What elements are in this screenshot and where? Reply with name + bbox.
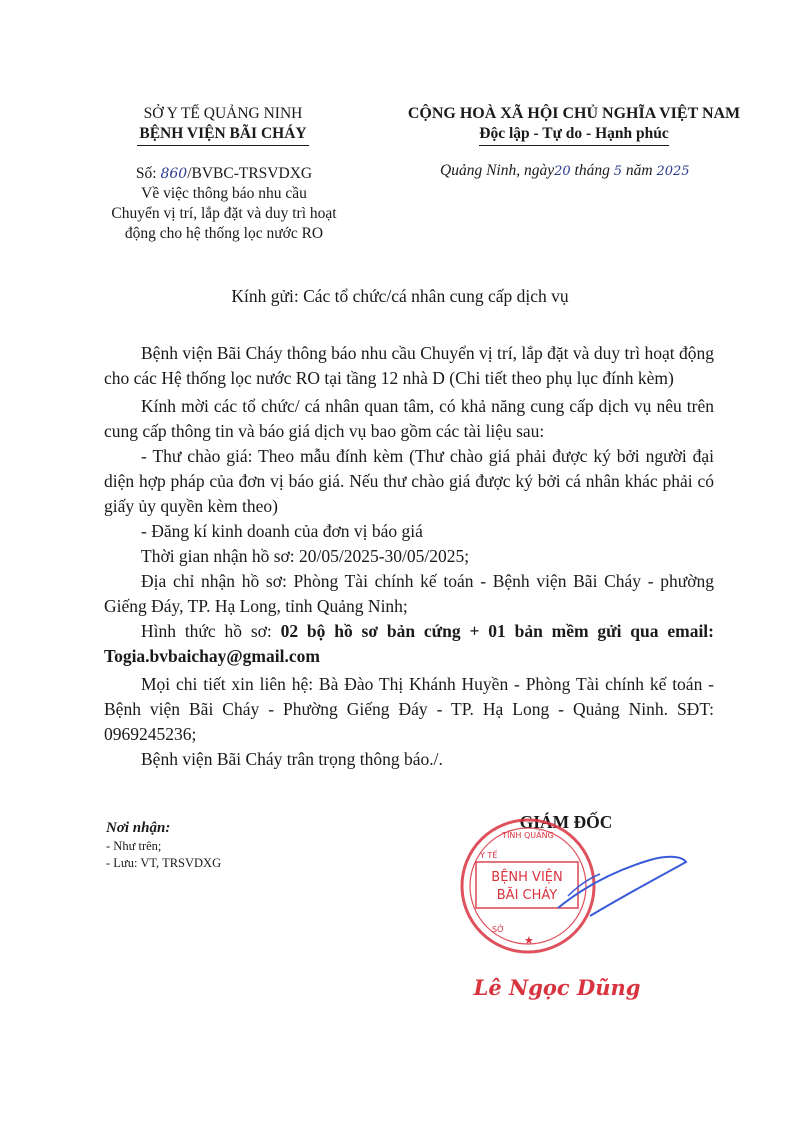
paragraph-9: Bệnh viện Bãi Cháy trân trọng thông báo./. [141,749,443,769]
recipient-item: - Lưu: VT, TRSVDXG [106,856,222,870]
signature-title: GIÁM ĐỐC [519,812,613,832]
motto: Độc lập - Tự do - Hạnh phúc [378,124,770,146]
document-number: Số: 860/BVBC-TRSVDXG [135,165,313,182]
date-year-handwritten: 2025 [656,164,690,179]
submission-format: 02 bộ hồ sơ bản cứng + 01 bản mềm gửi qua email: Togia.bvbaichay@gmail.com [104,621,714,666]
header-left [98,104,348,146]
recipients-title: Nơi nhận: [106,820,171,836]
header-right [378,104,770,146]
stamp-star-icon: ★ [524,935,534,947]
signatory-name: Lê Ngọc Dũng [473,975,641,1000]
hospital-name: BỆNH VIỆN BÃI CHÁY [98,124,348,146]
paragraph-8: Mọi chi tiết xin liên hệ: Bà Đào Thị Khánh Huyền - Phòng Tài chính kế toán - Bệnh viện Bãi Cháy - Phường Giếng Đáy - TP. Hạ Long - Quảng Ninh. SĐT: 0969245236; [104,674,714,744]
stamp-arc-top: TỈNH QUẢNG [502,831,554,840]
document-date: Quảng Ninh, ngày20 tháng 5 năm 2025 [440,162,690,179]
date-month-handwritten: 5 [613,164,622,179]
recipient-item: - Như trên; [106,839,162,853]
subject-line-2: Chuyển vị trí, lắp đặt và duy trì hoạt [111,205,337,222]
date-day-handwritten: 20 [554,164,571,179]
stamp-line-1: BỆNH VIỆN [491,870,563,885]
document-reference [88,164,360,244]
paragraph-3: - Thư chào giá: Theo mẫu đính kèm (Thư chào giá phải được ký bởi người đại diện hợp pháp của đơn vị báo giá. Nếu thư chào giá được ký bởi cá nhân khác phải có giấy ủy quyền kèm theo) [104,446,714,516]
stamp-arc-left: Y TẾ [480,851,498,860]
paragraph-7: Hình thức hồ sơ: 02 bộ hồ sơ bản cứng + 01 bản mềm gửi qua email: Togia.bvbaichay@gmail.com [104,621,714,666]
document-number-handwritten: 860 [160,166,188,182]
recipients [106,818,366,872]
nation-title: CỘNG HOÀ XÃ HỘI CHỦ NGHĨA VIỆT NAM [407,105,741,122]
addressee: Kính gửi: Các tổ chức/cá nhân cung cấp dịch vụ [231,286,569,306]
stamp-arc-bottom: SỞ [492,925,505,934]
department-name: SỞ Y TẾ QUẢNG NINH [143,105,303,122]
paragraph-1: Bệnh viện Bãi Cháy thông báo nhu cầu Chuyển vị trí, lắp đặt và duy trì hoạt động cho các Hệ thống lọc nước RO tại tầng 12 nhà D (Chi tiết theo phụ lục đính kèm) [104,343,714,388]
stamp-line-2: BÃI CHÁY [496,888,558,903]
official-stamp [440,800,700,960]
paragraph-2: Kính mời các tổ chức/ cá nhân quan tâm, có khả năng cung cấp dịch vụ nêu trên cung cấp thông tin và báo giá dịch vụ bao gồm các tài liệu sau: [104,396,714,441]
body [104,341,714,772]
paragraph-5: Thời gian nhận hồ sơ: 20/05/2025-30/05/2025; [141,546,470,566]
paragraph-6: Địa chỉ nhận hồ sơ: Phòng Tài chính kế toán - Bệnh viện Bãi Cháy - phường Giếng Đáy, TP. Hạ Long, tỉnh Quảng Ninh; [104,571,714,616]
subject-line-3: động cho hệ thống lọc nước RO [124,225,324,242]
subject-line-1: Về việc thông báo nhu cầu [141,185,307,202]
paragraph-4: - Đăng kí kinh doanh của đơn vị báo giá [141,521,423,541]
